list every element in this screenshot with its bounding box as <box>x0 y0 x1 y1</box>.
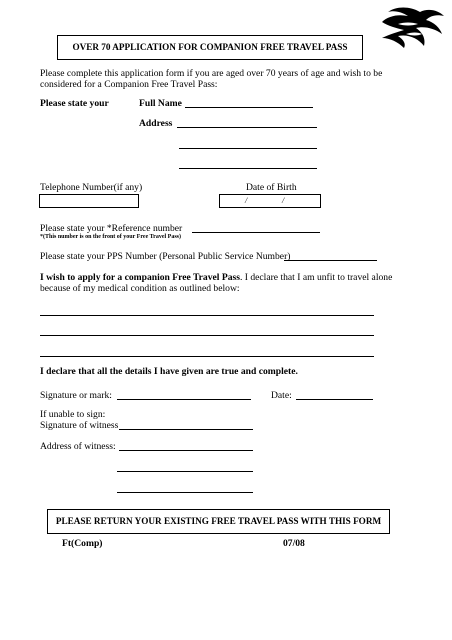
telephone-label: Telephone Number(if any) <box>40 182 143 193</box>
pps-field[interactable] <box>284 260 377 261</box>
dob-field[interactable] <box>219 194 321 208</box>
reference-note: *(This number is on the front of your Free Travel Pass) <box>40 234 181 240</box>
title-box <box>57 35 363 60</box>
signature-field[interactable] <box>117 399 251 400</box>
reference-field[interactable] <box>192 232 320 233</box>
return-notice: PLEASE RETURN YOUR EXISTING FREE TRAVEL PASS WITH THIS FORM <box>55 516 382 526</box>
intro-line-2: considered for a Companion Free Travel Pass: <box>40 79 218 90</box>
dob-slash-1: / <box>245 196 248 205</box>
address-field-1[interactable] <box>177 127 317 128</box>
address-label: Address <box>139 118 173 129</box>
address-field-3[interactable] <box>179 168 317 169</box>
form-title: OVER 70 APPLICATION FOR COMPANION FREE TRAVEL PASS <box>72 42 348 52</box>
date-label: Date: <box>271 390 292 401</box>
dob-label: Date of Birth <box>246 182 297 193</box>
medical-condition-line-2[interactable] <box>40 335 374 336</box>
witness-address-field-3[interactable] <box>117 492 253 493</box>
dob-slash-2: / <box>282 196 285 205</box>
apply-line-2: because of my medical condition as outlined below: <box>40 283 240 294</box>
reference-label: Please state your *Reference number <box>40 223 183 234</box>
return-notice-box <box>47 509 390 534</box>
unable-to-sign-label: If unable to sign: <box>40 409 106 420</box>
witness-address-label: Address of witness: <box>40 441 116 452</box>
pps-label: Please state your PPS Number (Personal Public Service Number) <box>40 251 291 262</box>
apply-rest-text: . I declare that I am unfit to travel alone <box>239 272 393 283</box>
signature-label: Signature or mark: <box>40 390 112 401</box>
state-your-label: Please state your <box>40 98 109 109</box>
witness-signature-label: Signature of witness <box>40 420 119 431</box>
declaration-text: I declare that all the details I have given are true and complete. <box>40 366 298 377</box>
footer-date: 07/08 <box>283 538 305 549</box>
full-name-label: Full Name <box>139 98 182 109</box>
full-name-field[interactable] <box>185 107 313 108</box>
apply-bold-text: I wish to apply for a companion Free Travel Pass <box>40 272 240 283</box>
witness-address-field-2[interactable] <box>117 471 253 472</box>
date-field[interactable] <box>296 399 373 400</box>
apply-line-1 <box>40 272 392 283</box>
telephone-field[interactable] <box>39 194 139 208</box>
medical-condition-line-3[interactable] <box>40 356 374 357</box>
logo-icon <box>378 4 448 50</box>
medical-condition-line-1[interactable] <box>40 315 374 316</box>
footer-code: Ft(Comp) <box>62 538 103 549</box>
witness-signature-field[interactable] <box>119 429 253 430</box>
witness-address-field-1[interactable] <box>119 450 253 451</box>
address-field-2[interactable] <box>179 148 317 149</box>
intro-line-1: Please complete this application form if you are aged over 70 years of age and wish to be <box>40 68 383 79</box>
